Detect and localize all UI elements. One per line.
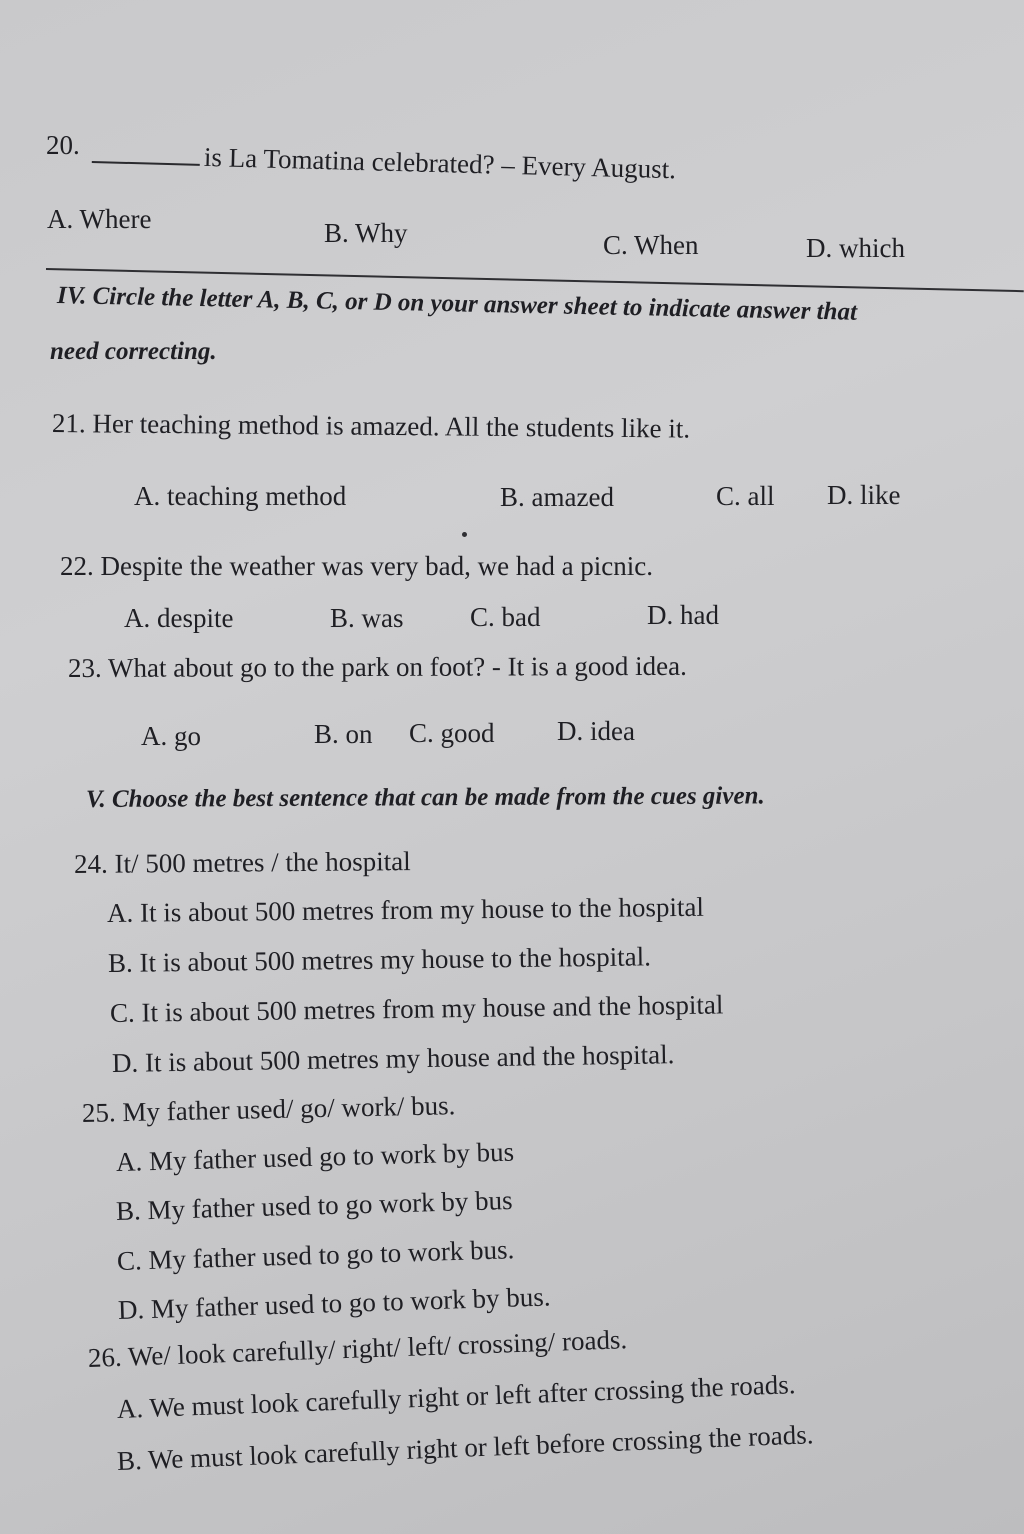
q21-text: 21. Her teaching method is amazed. All the students like it. bbox=[51, 408, 691, 444]
q20-number: 20. bbox=[46, 130, 80, 160]
section5-heading: V. Choose the best sentence that can be made from the cues given. bbox=[85, 782, 765, 813]
q24-option-b: B. It is about 500 metres my house to the hospital. bbox=[107, 941, 652, 978]
q23-option-d: D. idea bbox=[557, 716, 635, 746]
q24-cue: 24. It/ 500 metres / the hospital bbox=[73, 846, 411, 879]
q20-stem bbox=[92, 141, 677, 183]
q20-option-c: C. When bbox=[603, 230, 699, 260]
section4-heading-line1: IV. Circle the letter A, B, C, or D on your answer sheet to indicate answer that bbox=[56, 282, 858, 326]
q21-option-d: D. like bbox=[827, 480, 901, 510]
q20-text: is La Tomatina celebrated? – Every August. bbox=[203, 141, 677, 185]
q20-option-b: B. Why bbox=[324, 218, 408, 248]
q23-option-a: A. go bbox=[141, 721, 201, 751]
q23-option-b: B. on bbox=[314, 719, 373, 749]
section4-heading-line2: need correcting. bbox=[50, 338, 217, 365]
q22-option-d: D. had bbox=[647, 600, 719, 630]
q24-option-c: C. It is about 500 metres from my house and the hospital bbox=[109, 989, 724, 1028]
q22-option-a: A. despite bbox=[124, 603, 234, 633]
q26-cue: 26. We/ look carefully/ right/ left/ crossing/ roads. bbox=[87, 1324, 628, 1373]
q26-option-b: B. We must look carefully right or left before crossing the roads. bbox=[116, 1419, 814, 1476]
q20-option-d: D. which bbox=[806, 233, 905, 263]
q25-option-b: B. My father used to go work by bus bbox=[115, 1184, 513, 1226]
q23-option-c: C. good bbox=[409, 718, 495, 748]
q25-cue: 25. My father used/ go/ work/ bus. bbox=[81, 1090, 456, 1128]
q25-option-d: D. My father used to go to work by bus. bbox=[117, 1281, 551, 1325]
q22-option-b: B. was bbox=[330, 603, 404, 633]
q26-option-a: A. We must look carefully right or left after crossing the roads. bbox=[116, 1369, 796, 1424]
q22-option-c: C. bad bbox=[470, 602, 541, 632]
q21-option-a: A. teaching method bbox=[134, 481, 347, 511]
q25-option-a: A. My father used go to work by bus bbox=[115, 1136, 515, 1177]
q24-option-a: A. It is about 500 metres from my house to the hospital bbox=[106, 891, 705, 928]
answer-blank bbox=[92, 161, 200, 166]
q24-option-d: D. It is about 500 metres my house and the hospital. bbox=[111, 1039, 675, 1078]
q22-text: 22. Despite the weather was very bad, we had a picnic. bbox=[60, 551, 654, 581]
q25-option-c: C. My father used to go to work bus. bbox=[116, 1234, 515, 1276]
q21-option-b: B. amazed bbox=[500, 482, 614, 512]
q23-text: 23. What about go to the park on foot? - It is a good idea. bbox=[67, 650, 687, 683]
q21-option-c: C. all bbox=[716, 481, 775, 511]
q20-option-a: A. Where bbox=[47, 204, 152, 234]
stray-mark bbox=[462, 532, 467, 537]
